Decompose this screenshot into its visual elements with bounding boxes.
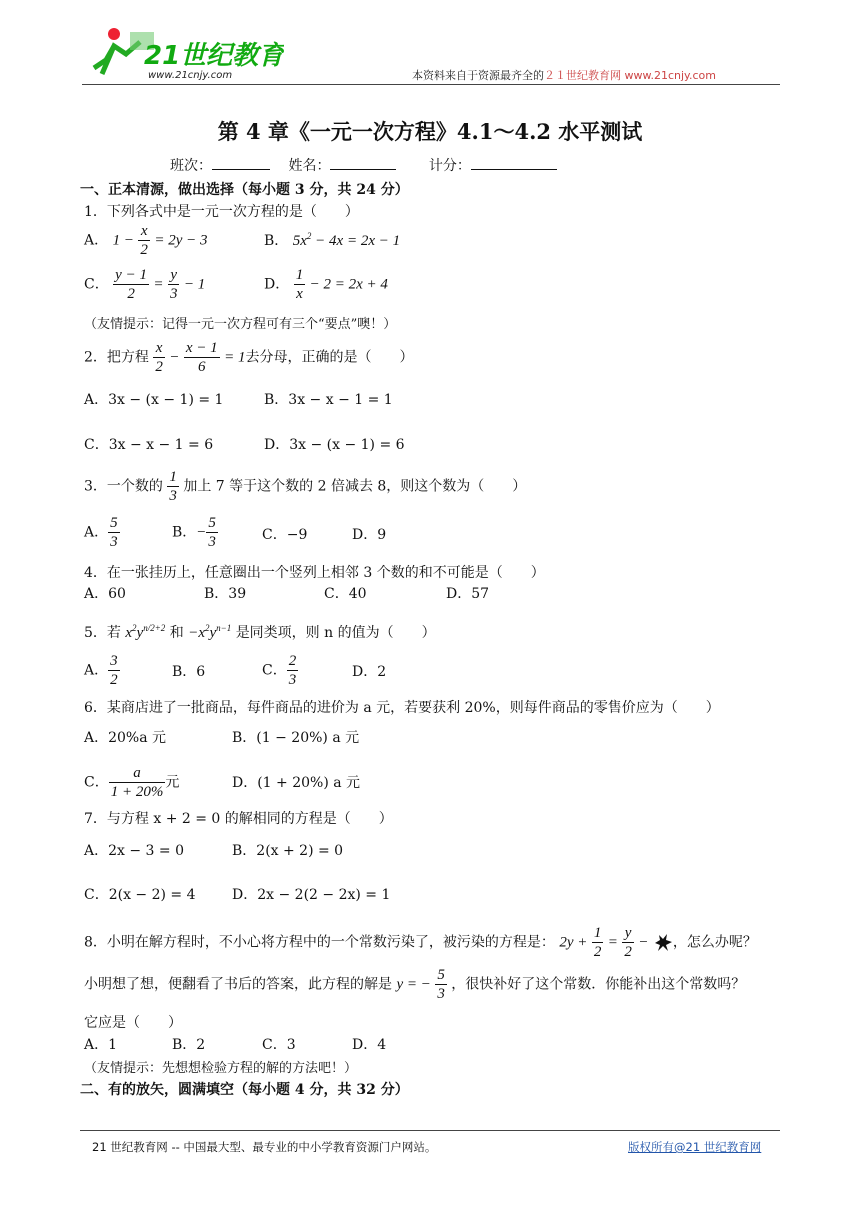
section-2-heading: 二、有的放矢，圆满填空（每小题 4 分，共 32 分） [80, 1082, 409, 1098]
q7-option-d[interactable]: D．2x − 2(2 − 2x) = 1 [232, 887, 391, 903]
header-site-link[interactable]: ２１世纪教育网 www.21cnjy.com [544, 69, 716, 82]
name-blank[interactable] [330, 155, 396, 170]
q1-option-a[interactable]: A． 1 − $\frac{x}{2}$ = 2y − 3 [84, 223, 208, 258]
q6-option-c[interactable]: C． $\frac{a}{1 + 20\%}$ 元 [84, 765, 180, 800]
q4-option-c[interactable]: C．40 [324, 586, 367, 602]
question-4: 4．在一张挂历上，任意圈出一个竖列上相邻 3 个数的和不可能是（ ） [84, 565, 545, 581]
q1-option-c[interactable]: C． $\frac{y - 1}{2}$ = $\frac{y}{3}$ − 1 [84, 267, 206, 302]
section-1-heading: 一、正本清源，做出选择（每小题 3 分，共 24 分） [80, 182, 409, 198]
q4-option-d[interactable]: D．57 [446, 586, 490, 602]
question-8-line-2: 小明想了想，便翻看了书后的答案，此方程的解是 y = − $\frac{5}{3}$ ，很快补好了这个常数．你能补出这个常数吗？ [84, 967, 746, 1002]
footer-text: 21 世纪教育网 -- 中国最大型、最专业的中小学教育资源门户网站。 [92, 1140, 437, 1154]
question-6: 6．某商店进了一批商品，每件商品的进价为 a 元，若要获利 20%，则每件商品的零售价应为（ ） [84, 700, 720, 716]
question-1: 1．下列各式中是一元一次方程的是（ ） [84, 204, 359, 220]
q4-option-b[interactable]: B．39 [204, 586, 247, 602]
q8-option-a[interactable]: A．1 [84, 1037, 118, 1053]
q7-option-c[interactable]: C．2(x − 2) = 4 [84, 887, 196, 903]
q2-option-d[interactable]: D．3x − (x − 1) = 6 [264, 437, 405, 453]
page-title: 第 4 章《一元一次方程》4.1～4.2 水平测试 [217, 119, 643, 144]
question-8-line-3: 它应是（ ） [84, 1015, 182, 1031]
q2-option-b[interactable]: B．3x − x − 1 = 1 [264, 392, 393, 408]
q3-option-a[interactable]: A． $\frac{5}{3}$ [84, 515, 118, 550]
q2-option-a[interactable]: A．3x − (x − 1) = 1 [84, 392, 224, 408]
q3-option-c[interactable]: C．−9 [262, 527, 308, 543]
q1-hint: （友情提示：记得一元一次方程可有三个“要点”噢！） [84, 317, 397, 332]
q6-option-d[interactable]: D．(1 + 20%) a 元 [232, 775, 361, 791]
q5-option-b[interactable]: B．6 [172, 664, 206, 680]
logo-url: www.21cnjy.com [148, 70, 233, 81]
question-3: 3．一个数的 $\frac{1}{3}$ 加上 7 等于这个数的 2 倍减去 8，则这个数为（ ） [84, 469, 527, 504]
question-8-line-1: 8．小明在解方程时，不小心将方程中的一个常数污染了，被污染的方程是： 2y + $\frac{1}{2}$ = $\frac{y}{2}$ − ，怎么办呢？ [84, 925, 757, 960]
score-blank[interactable] [471, 155, 557, 170]
q1-option-b[interactable]: B． $5x^2 - 4x = 2x - 1$ [264, 231, 401, 249]
question-7: 7．与方程 x + 2 = 0 的解相同的方程是（ ） [84, 811, 393, 827]
question-2: 2．把方程 $\frac{x}{2}$ − $\frac{x - 1}{6}$ = 1去分母，正确的是（ ） [84, 340, 414, 375]
q1-option-d[interactable]: D． $\frac{1}{x}$ − 2 = 2x + 4 [264, 267, 388, 302]
q5-option-d[interactable]: D．2 [352, 664, 387, 680]
q5-option-c[interactable]: C． $\frac{2}{3}$ [262, 653, 297, 688]
logo-text: 21世纪教育 [144, 41, 284, 71]
q8-option-b[interactable]: B．2 [172, 1037, 206, 1053]
q3-option-d[interactable]: D．9 [352, 527, 387, 543]
header-divider [82, 84, 780, 85]
q8-option-c[interactable]: C．3 [262, 1037, 296, 1053]
q7-option-b[interactable]: B．2(x + 2) = 0 [232, 843, 344, 859]
q3-option-b[interactable]: B．− $\frac{5}{3}$ [172, 515, 216, 550]
q8-option-d[interactable]: D．4 [352, 1037, 387, 1053]
q6-option-b[interactable]: B．(1 − 20%) a 元 [232, 730, 360, 746]
footer-copyright-link[interactable]: 版权所有@21 世纪教育网 [628, 1140, 762, 1154]
q7-option-a[interactable]: A．2x − 3 = 0 [84, 843, 184, 859]
q2-option-c[interactable]: C．3x − x − 1 = 6 [84, 437, 214, 453]
site-logo [84, 24, 284, 84]
q4-option-a[interactable]: A．60 [84, 586, 126, 602]
header-note: 本资料来自于资源最齐全的２１世纪教育网 www.21cnjy.com [412, 69, 716, 82]
footer-divider [80, 1130, 780, 1131]
q6-option-a[interactable]: A．20%a 元 [84, 730, 167, 746]
class-blank[interactable] [212, 155, 270, 170]
q5-option-a[interactable]: A． $\frac{3}{2}$ [84, 653, 118, 688]
q8-hint: （友情提示：先想想检验方程的解的方法吧！） [84, 1061, 358, 1076]
question-5: 5．若 $x^2y^{n/2+2}$ 和 $-x^2y^{n-1}$ 是同类项，则 n 的值为（ ） [84, 623, 436, 641]
student-info-fields: 班次： 姓名： 计分： [170, 155, 571, 175]
ink-stain-icon [653, 934, 673, 952]
